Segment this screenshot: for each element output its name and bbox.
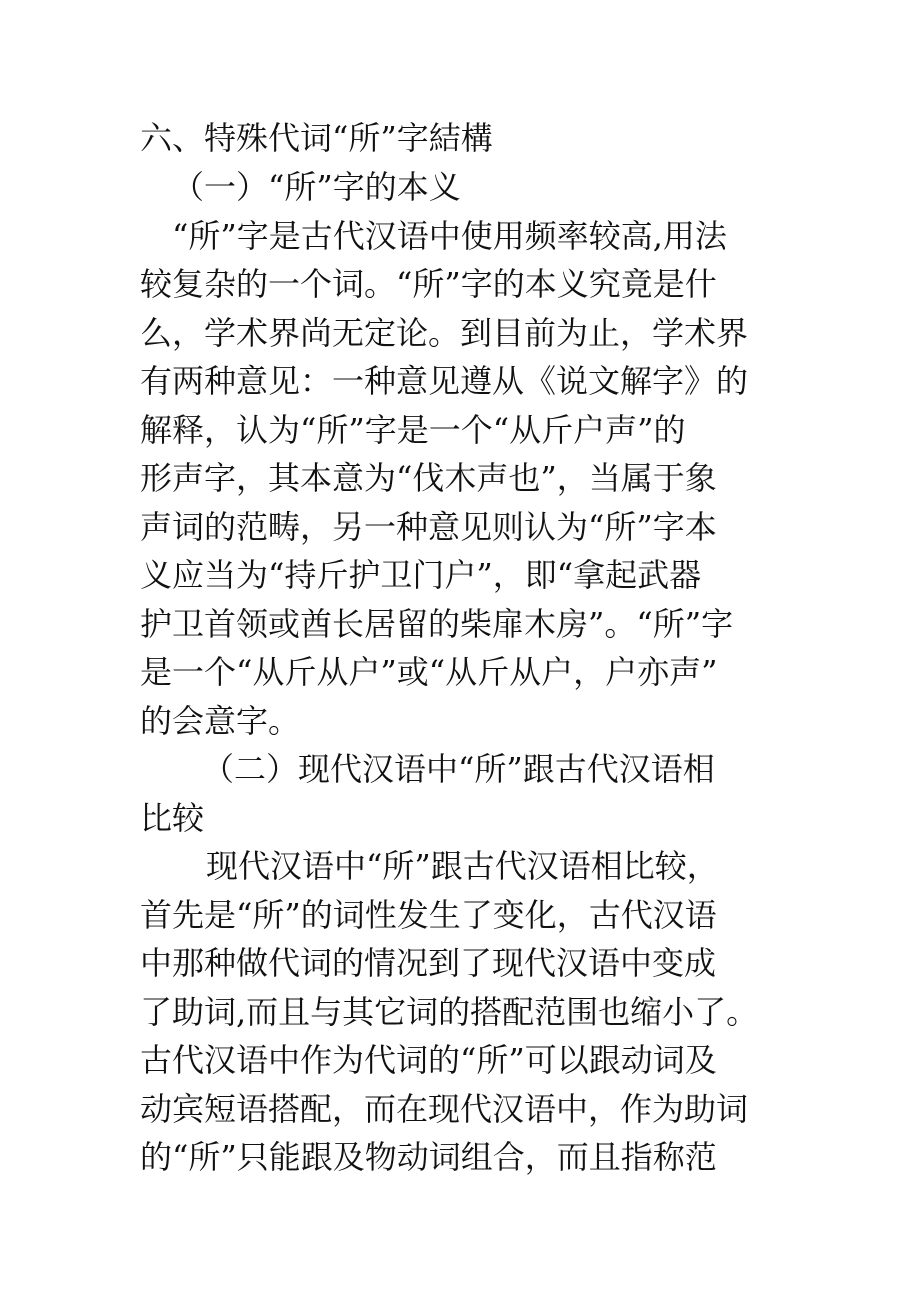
body-text-line: 有两种意见：一种意见遵从《说文解字》的 <box>140 362 749 400</box>
body-text-line: 动宾短语搭配，而在现代汉语中，作为助词 <box>140 1090 749 1128</box>
body-text-line: 形声字，其本意为“伐木声也”，当属于象 <box>140 459 717 497</box>
body-text-line: 首先是“所”的词性发生了变化，古代汉语 <box>140 896 717 934</box>
body-text-line: 声词的范畴，另一种意见则认为“所”字本 <box>140 508 717 546</box>
body-text-line: 么，学术界尚无定论。到目前为止，学术界 <box>140 314 749 352</box>
body-text-line: 现代汉语中“所”跟古代汉语相比较， <box>206 847 719 885</box>
body-text-line: “所”字是古代汉语中使用频率较高,用法 <box>172 217 727 255</box>
body-text-line: 较复杂的一个词。“所”字的本义究竟是什 <box>140 265 717 303</box>
subsection-heading: （二）现代汉语中“所”跟古代汉语相 <box>202 750 715 788</box>
body-text-line: 解释，认为“所”字是一个“从斤户声”的 <box>140 411 686 449</box>
body-text-line: 是一个“从斤从户”或“从斤从户，户亦声” <box>140 653 718 691</box>
subsection-heading: （一）“所”字的本义 <box>172 168 461 206</box>
body-text-line: 的会意字。 <box>140 702 301 740</box>
section-heading: 六、特殊代词“所”字結構 <box>140 119 493 157</box>
body-text-line: 义应当为“持斤护卫门户”，即“拿起武器 <box>140 556 702 594</box>
body-text-line: 护卫首领或酋长居留的柴扉木房”。“所”字 <box>140 605 734 643</box>
subsection-heading-continued: 比较 <box>140 799 205 837</box>
body-text-line: 中那种做代词的情况到了现代汉语中变成 <box>140 944 717 982</box>
body-text-line: 了助词,而且与其它词的搭配范围也缩小了。 <box>140 993 759 1031</box>
body-text-line: 的“所”只能跟及物动词组合，而且指称范 <box>140 1138 717 1176</box>
body-text-line: 古代汉语中作为代词的“所”可以跟动词及 <box>140 1041 717 1079</box>
